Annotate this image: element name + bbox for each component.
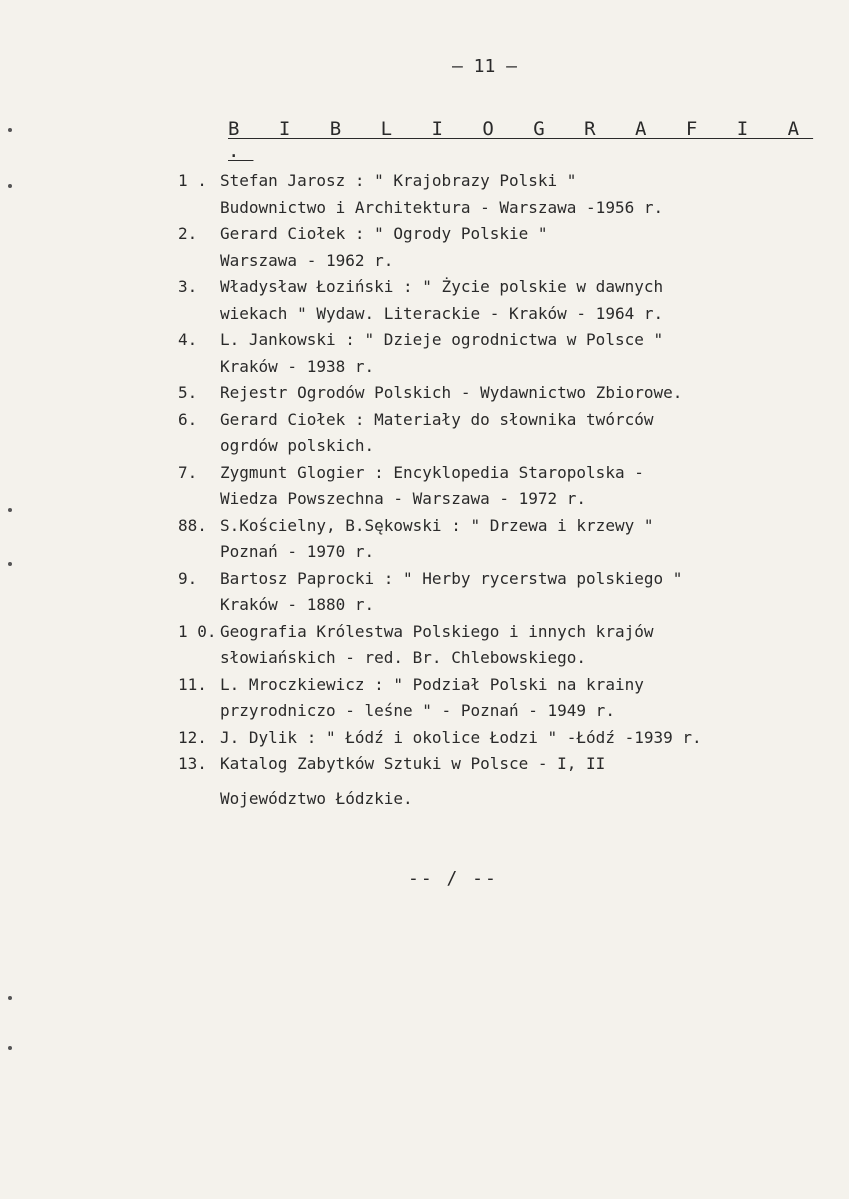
bibliography-entry [178,168,798,221]
entry-number: 5. [178,383,198,402]
entry-number: 9. [178,568,198,588]
entry-number: 7. [178,462,198,482]
entry-text-line: Geografia Królestwa Polskiego i innych krajów [220,621,654,641]
entry-text-line: Poznań - 1970 r. [220,542,375,561]
bibliography-entry [178,327,798,380]
entry-text-line: L. Jankowski : " Dzieje ogrodnictwa w Polsce " [220,330,664,349]
entry-number: 6. [178,409,198,429]
entry-number: 3. [178,277,198,296]
entry-text-line: Warszawa - 1962 r. [220,250,394,270]
entry-number: 2. [178,224,198,243]
margin-dot [8,562,12,566]
bibliography-entry [178,725,798,752]
margin-dot [8,1046,12,1050]
bibliography-entry [178,751,798,812]
entry-number: 1 0. [178,621,217,641]
entry-number: 12. [178,727,207,747]
entry-text-line: Katalog Zabytków Sztuki w Polsce - I, II [220,754,606,773]
entry-text-line: wiekach " Wydaw. Literackie - Kraków - 1964 r. [220,303,664,323]
margin-dot [8,184,12,188]
entry-text-line: Gerard Ciołek : Materiały do słownika twórców [220,409,654,429]
entry-text-line: J. Dylik : " Łódź i okolice Łodzi " -Łódź -1939 r. [220,727,702,747]
entry-text-line: L. Mroczkiewicz : " Podział Polski na krainy [220,674,644,694]
entry-text-line: Gerard Ciołek : " Ogrody Polskie " [220,224,548,243]
bibliography-entry [178,460,798,513]
entry-text-line: Województwo Łódzkie. [220,788,413,808]
entry-text-line: Zygmunt Glogier : Encyklopedia Staropolska - [220,462,644,482]
bibliography-entry [178,274,798,327]
bibliography-entry [178,221,798,274]
entry-text-line: Budownictwo i Architektura - Warszawa -1956 r. [220,197,664,217]
margin-dot [8,128,12,132]
entry-text-line: Bartosz Paprocki : " Herby rycerstwa polskiego " [220,568,683,588]
bibliography-list [178,168,798,812]
entry-number: 13. [178,754,207,773]
bibliography-entry [178,380,798,407]
entry-text-line: ogrdów polskich. [220,436,375,455]
entry-number: 11. [178,674,207,694]
entry-text-line: Wiedza Powszechna - Warszawa - 1972 r. [220,489,587,508]
bibliography-heading: B I B L I O G R A F I A . [228,118,814,162]
entry-text-line: Stefan Jarosz : " Krajobrazy Polski " [220,171,577,190]
margin-dot [8,996,12,1000]
entry-number: 88. [178,515,207,535]
margin-dot [8,508,12,512]
entry-number: 1 . [178,171,207,190]
bibliography-entry [178,513,798,566]
bibliography-entry [178,407,798,460]
page-number: — 11 — [451,56,518,77]
closing-mark: -- / -- [408,868,498,889]
bibliography-entry [178,619,798,672]
entry-text-line: przyrodniczo - leśne " - Poznań - 1949 r. [220,701,615,720]
entry-text-line: Rejestr Ogrodów Polskich - Wydawnictwo Zbiorowe. [220,383,683,402]
bibliography-entry [178,672,798,725]
entry-text-line: Władysław Łoziński : " Życie polskie w dawnych [220,277,664,296]
entry-text-line: Kraków - 1938 r. [220,356,375,376]
entry-text-line: Kraków - 1880 r. [220,595,375,614]
entry-text-line: S.Kościelny, B.Sękowski : " Drzewa i krzewy " [220,515,654,535]
bibliography-entry [178,566,798,619]
entry-number: 4. [178,330,198,349]
entry-text-line: słowiańskich - red. Br. Chlebowskiego. [220,648,587,667]
